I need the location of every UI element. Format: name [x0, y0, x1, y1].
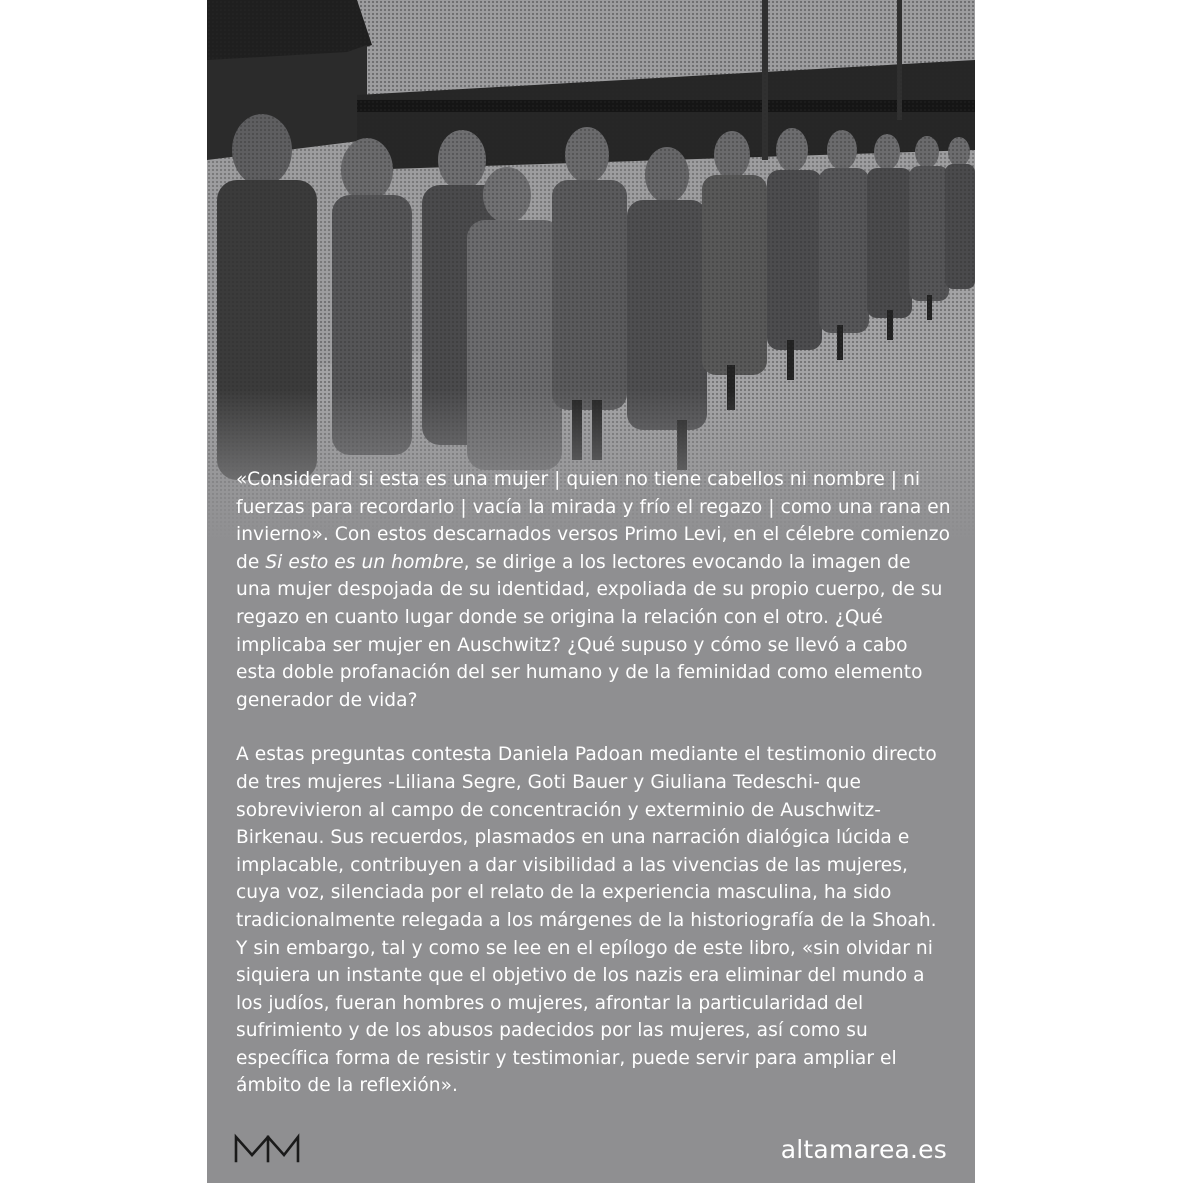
paragraph-1-part-1: «Considerad si esta es una mujer | quien no tiene cabellos ni nombre | ni fuerzas para recordarlo | vacía la mirada y frío el regazo | como una rana en invierno». Con estos descarnados versos Primo Levi, en el célebre comienzo de	[236, 469, 951, 573]
altamarea-logo-icon	[234, 1133, 300, 1163]
blurb-text	[236, 466, 951, 1100]
paragraph-1-part-2: , se dirige a los lectores evocando la imagen de una mujer despojada de su identidad, expoliada de su propio cuerpo, de su regazo en cuanto lugar donde se origina la relación con el otro. ¿Qué implicaba ser mujer en Auschwitz? ¿Qué supuso y cómo se llevó a cabo esta doble profanación del ser humano y de la feminidad como elemento generador de vida?	[236, 551, 943, 711]
book-title-italic: Si esto es un hombre	[265, 551, 464, 573]
historical-photo-icon	[207, 0, 975, 540]
cover-photo	[207, 0, 975, 540]
blurb-paragraph-1	[236, 466, 951, 714]
back-cover	[207, 0, 975, 1183]
publisher-url[interactable]: altamarea.es	[780, 1135, 947, 1164]
blurb-paragraph-2: A estas preguntas contesta Daniela Padoan mediante el testimonio directo de tres mujeres -Liliana Segre, Goti Bauer y Giuliana Tedeschi- que sobrevivieron al campo de concentración y exterminio de Auschwitz-Birkenau. Sus recuerdos, plasmados en una narración dialógica lúcida e implacable, contribuyen a dar visibilidad a las vivencias de las mujeres, cuya voz, silenciada por el relato de la experiencia masculina, ha sido tradicionalmente relegada a los márgenes de la historiografía de la Shoah. Y sin embargo, tal y como se lee en el epílogo de este libro, «sin olvidar ni siquiera un instante que el objetivo de los nazis era eliminar del mundo a los judíos, fueran hombres o mujeres, afrontar la particularidad del sufrimiento y de los abusos padecidos por las mujeres, así como su específica forma de resistir y testimoniar, puede servir para ampliar el ámbito de la reflexión».	[236, 744, 937, 1097]
